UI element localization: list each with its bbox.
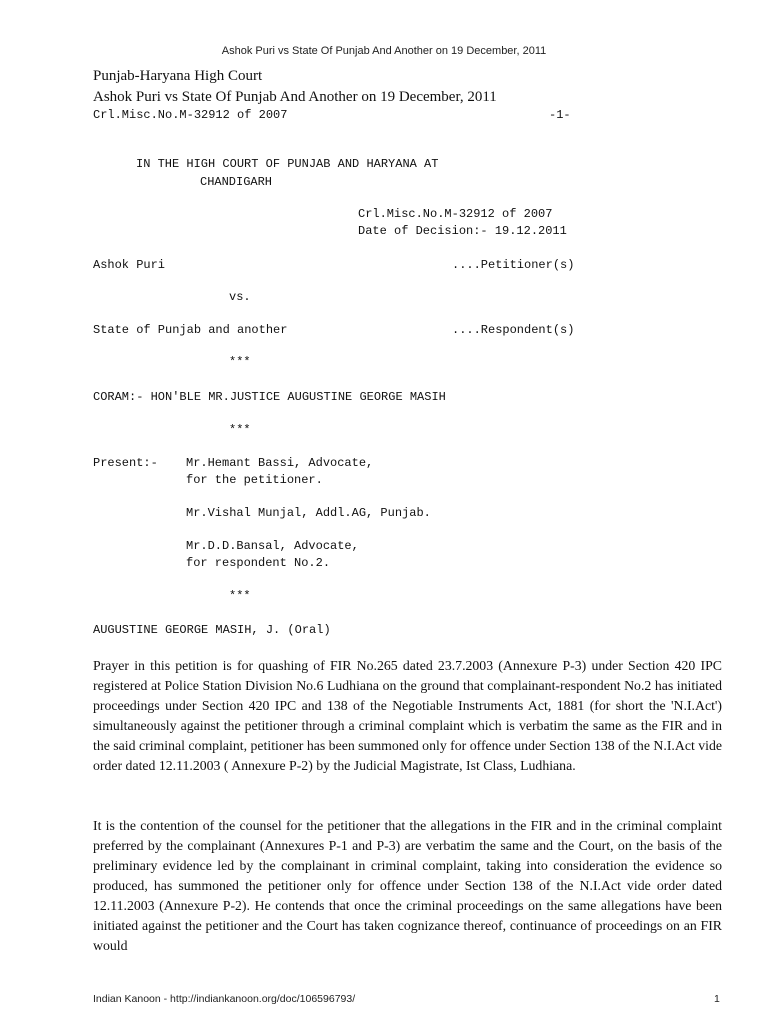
petitioner-name: Ashok Puri <box>93 258 166 272</box>
paragraph-1: Prayer in this petition is for quashing of FIR No.265 dated 23.7.2003 (Annexure P-3) under Section 420 IPC registered at Police Station Division No.6 Ludhiana on the ground that complainant-respondent No.2 has initiated proceedings under Section 420 IPC and 138 of the Negotiable Instruments Act, 1881 (for short the 'N.I.Act') simultaneously against the petitioner through a criminal complaint which is verbatim the same as the FIR and in the said criminal complaint, petitioner has been summoned only for offence under Section 138 of the N.I.Act vide order dated 12.11.2003 ( Annexure P-2) by the Judicial Magistrate, Ist Class, Ludhiana. <box>93 658 722 773</box>
versus: vs. <box>229 290 251 304</box>
respondent-name: State of Punjab and another <box>93 323 288 337</box>
counsel-line: Mr.Hemant Bassi, Advocate, <box>186 456 374 470</box>
counsel-line: Mr.Vishal Munjal, Addl.AG, Punjab. <box>186 506 431 520</box>
counsel-line: for respondent No.2. <box>186 556 331 570</box>
paragraph-2: It is the contention of the counsel for the petitioner that the allegations in the FIR and in the criminal complaint preferred by the complainant (Annexures P-1 and P-3) are verbatim the same and the Court, on the basis of the preliminary evidence led by the complainant in criminal complaint, taking into consideration the evidence so produced, has summoned the petitioner only for offence under Section 138 of the N.I.Act vide order dated 12.11.2003 (Annexure P-2). He contends that once the criminal proceedings on the same allegations have been initiated against the petitioner and the Court has taken cognizance thereof, continuance of proceedings on an FIR would <box>93 818 722 953</box>
separator-1: *** <box>229 355 251 369</box>
separator-2: *** <box>229 423 251 437</box>
court-heading-line2: CHANDIGARH <box>200 175 273 189</box>
separator-3: *** <box>229 589 251 603</box>
petitioner-role: ....Petitioner(s) <box>452 258 575 272</box>
coram: CORAM:- HON'BLE MR.JUSTICE AUGUSTINE GEORGE MASIH <box>93 390 446 404</box>
decision-date: Date of Decision:- 19.12.2011 <box>358 224 567 238</box>
case-number: Crl.Misc.No.M-32912 of 2007 <box>93 108 288 122</box>
judge-line: AUGUSTINE GEORGE MASIH, J. (Oral) <box>93 623 331 637</box>
page-marker: -1- <box>549 108 571 122</box>
case-number-block: Crl.Misc.No.M-32912 of 2007 <box>358 207 553 221</box>
footer-page-number: 1 <box>714 993 720 1005</box>
counsel-line: for the petitioner. <box>186 473 323 487</box>
court-name: Punjab-Haryana High Court <box>93 68 263 84</box>
respondent-role: ....Respondent(s) <box>452 323 575 337</box>
case-title: Ashok Puri vs State Of Punjab And Another on 19 December, 2011 <box>93 89 497 105</box>
running-header: Ashok Puri vs State Of Punjab And Another on 19 December, 2011 <box>221 45 547 57</box>
footer-source: Indian Kanoon - http://indiankanoon.org/doc/106596793/ <box>93 993 356 1005</box>
counsel-line: Mr.D.D.Bansal, Advocate, <box>186 539 359 553</box>
present-label: Present:- <box>93 456 158 470</box>
court-heading-line1: IN THE HIGH COURT OF PUNJAB AND HARYANA AT <box>136 157 439 171</box>
